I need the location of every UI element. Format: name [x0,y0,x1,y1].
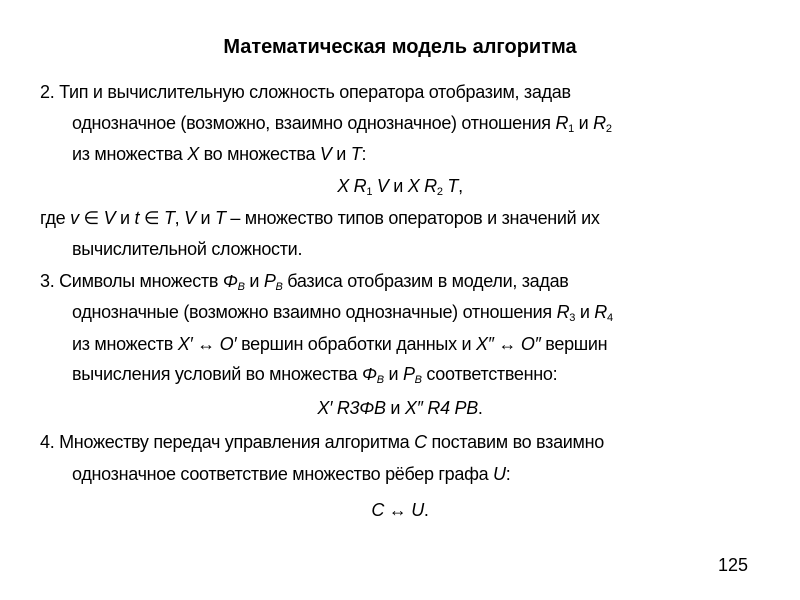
text-line [40,82,571,103]
text-segment: вершин обработки данных и [236,334,476,354]
subscript: B [237,281,245,293]
text-segment: P [263,271,276,291]
text-segment: 2. Тип и вычислительную сложность оператора отобразим, задав [40,82,571,102]
text-segment: t [134,208,140,228]
text-segment: v [70,208,79,228]
text-segment: однозначное (возможно, взаимно однозначное) отношения [72,113,556,133]
text-segment: T [214,208,226,228]
subscript: 4 [607,312,613,324]
text-segment: и [195,208,215,228]
text-line [40,432,604,453]
text-segment: R [593,113,606,133]
text-segment: ↔ [493,334,521,354]
text-segment: и [115,208,135,228]
text-segment: и [383,364,403,384]
text-segment: C [414,432,427,452]
text-segment: V [103,208,116,228]
text-line [0,500,800,521]
subscript: 1 [568,123,574,135]
text-segment: O′ [219,334,237,354]
text-line [72,334,607,355]
text-segment: однозначные (возможно взаимно однозначные) отношения [72,302,557,322]
text-segment: и [385,398,405,418]
text-segment: вычислительной сложности. [72,239,303,259]
text-line [40,271,569,292]
text-segment: из множества [72,144,188,164]
subscript: 2 [605,123,612,135]
text-segment: где [40,208,71,228]
text-segment: U [493,464,506,484]
text-segment: R [594,302,607,322]
text-segment: и [388,176,408,196]
text-segment: V [372,176,389,196]
subscript: 1 [366,186,373,198]
text-segment: 3. Символы множеств [40,271,223,291]
text-segment: Φ [361,364,377,384]
text-segment: C [371,500,385,520]
text-segment: X R [337,176,367,196]
text-segment: поставим во взаимно [426,432,604,452]
text-line [72,302,613,323]
text-segment: T [350,144,362,164]
slide-title: Математическая модель алгоритма [223,36,577,58]
text-segment: R [556,302,570,322]
text-segment: , [458,176,463,196]
text-segment: – множество типов операторов и значений их [225,208,600,228]
text-segment: ∈ [78,208,104,228]
text-segment: ↔ [192,334,220,354]
text-segment: и [573,113,594,133]
text-line [72,239,302,260]
text-segment: ∈ [139,208,164,228]
text-segment: U [411,500,424,520]
subscript: 3 [569,312,576,324]
text-segment: и [575,302,595,322]
text-segment: R [555,113,569,133]
text-segment: вычисления условий во множества [72,364,362,384]
text-segment: соответственно: [421,364,558,384]
text-segment: T [442,176,459,196]
text-line [40,208,600,229]
subscript: B [275,281,283,293]
text-segment: X R [407,176,437,196]
text-segment: V [184,208,196,228]
text-line [0,398,800,419]
text-segment: Φ [222,271,238,291]
text-line [72,113,612,134]
subscript: 2 [436,186,443,198]
text-segment: из множеств [72,334,178,354]
text-segment: O″ [520,334,541,354]
text-segment: базиса отобразим в модели, задав [282,271,569,291]
text-segment: : [361,144,367,164]
text-segment: и [331,144,351,164]
text-segment: V [319,144,332,164]
text-segment: 4. Множеству передач управления алгоритма [40,432,415,452]
text-segment: вершин [540,334,608,354]
text-segment: ↔ [384,500,412,520]
text-segment: и [244,271,264,291]
text-segment: однозначное соответствие множество рёбер графа [72,464,494,484]
text-segment: , [174,208,185,228]
text-segment: . [423,500,429,520]
text-segment: X′ [177,334,193,354]
text-segment: X′ R3ΦB [317,398,386,418]
text-segment: : [505,464,511,484]
text-segment: X″ [475,334,494,354]
text-line [72,364,557,385]
text-segment: X″ R4 PB [404,398,478,418]
text-segment: X [187,144,199,164]
text-segment: во множества [198,144,320,164]
text-segment: P [402,364,415,384]
text-line [0,176,800,197]
text-line [72,464,510,485]
page-number: 125 [718,555,749,575]
text-segment: T [163,208,175,228]
text-line [72,144,366,165]
subscript: B [376,374,384,386]
subscript: B [414,374,422,386]
text-segment: . [477,398,483,418]
